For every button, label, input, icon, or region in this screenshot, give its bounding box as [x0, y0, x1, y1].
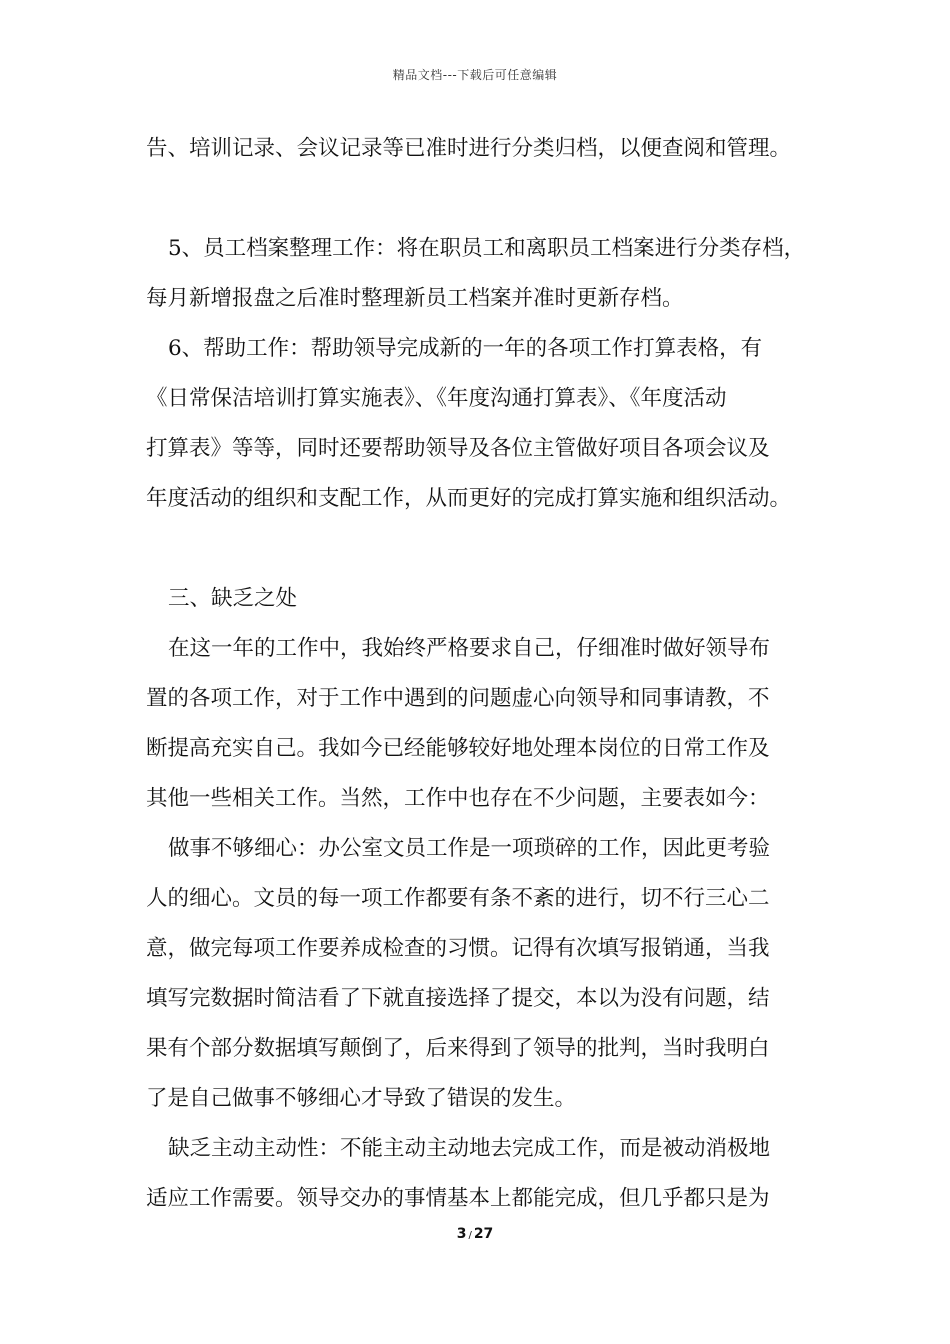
paragraph-gap [146, 528, 826, 578]
text-line: 意，做完每项工作要养成检查的习惯。记得有次填写报销通，当我 [146, 936, 770, 961]
text-line: 5、员工档案整理工作：将在职员工和离职员工档案进行分类存档， [168, 236, 806, 261]
text-line: 打算表》等等，同时还要帮助领导及各位主管做好项目各项会议及 [146, 436, 770, 461]
text-line: 果有个部分数据填写颠倒了，后来得到了领导的批判，当时我明白 [146, 1036, 770, 1061]
text-line: 告、培训记录、会议记录等已准时进行分类归档，以便查阅和管理。 [146, 136, 792, 161]
total-page-count: 27 [473, 1226, 494, 1242]
page-header-watermark: 精品文档---下载后可任意编辑 [392, 68, 558, 82]
text-line: 置的各项工作，对于工作中遇到的问题虚心向领导和同事请教，不 [146, 686, 770, 711]
text-line: 填写完数据时简洁看了下就直接选择了提交，本以为没有问题，结 [146, 986, 770, 1011]
text-line: 《日常保洁培训打算实施表》、《年度沟通打算表》、《年度活动 [146, 386, 727, 411]
paragraph-gap [146, 178, 826, 228]
text-line: 断提高充实自己。我如今已经能够较好地处理本岗位的日常工作及 [146, 736, 770, 761]
text-line: 年度活动的组织和支配工作，从而更好的完成打算实施和组织活动。 [146, 486, 792, 511]
section-heading: 三、缺乏之处 [168, 586, 298, 611]
text-line: 6、帮助工作：帮助领导完成新的一年的各项工作打算表格，有 [168, 336, 763, 361]
page-separator: / [468, 1230, 472, 1241]
text-line: 其他一些相关工作。当然，工作中也存在不少问题，主要表如今： [146, 786, 770, 811]
text-line: 适应工作需要。领导交办的事情基本上都能完成，但几乎都只是为 [146, 1186, 770, 1211]
text-line: 在这一年的工作中，我始终严格要求自己，仔细准时做好领导布 [168, 636, 771, 661]
text-line: 人的细心。文员的每一项工作都要有条不紊的进行，切不行三心二 [146, 886, 770, 911]
text-line: 做事不够细心：办公室文员工作是一项琐碎的工作，因此更考验 [168, 836, 771, 861]
text-line: 每月新增报盘之后准时整理新员工档案并准时更新存档。 [146, 286, 684, 311]
text-line: 缺乏主动主动性：不能主动主动地去完成工作，而是被动消极地 [168, 1136, 771, 1161]
page-number [0, 1226, 950, 1242]
current-page-number: 3 [456, 1226, 467, 1242]
text-line: 了是自己做事不够细心才导致了错误的发生。 [146, 1086, 577, 1111]
document-body [146, 128, 826, 1228]
